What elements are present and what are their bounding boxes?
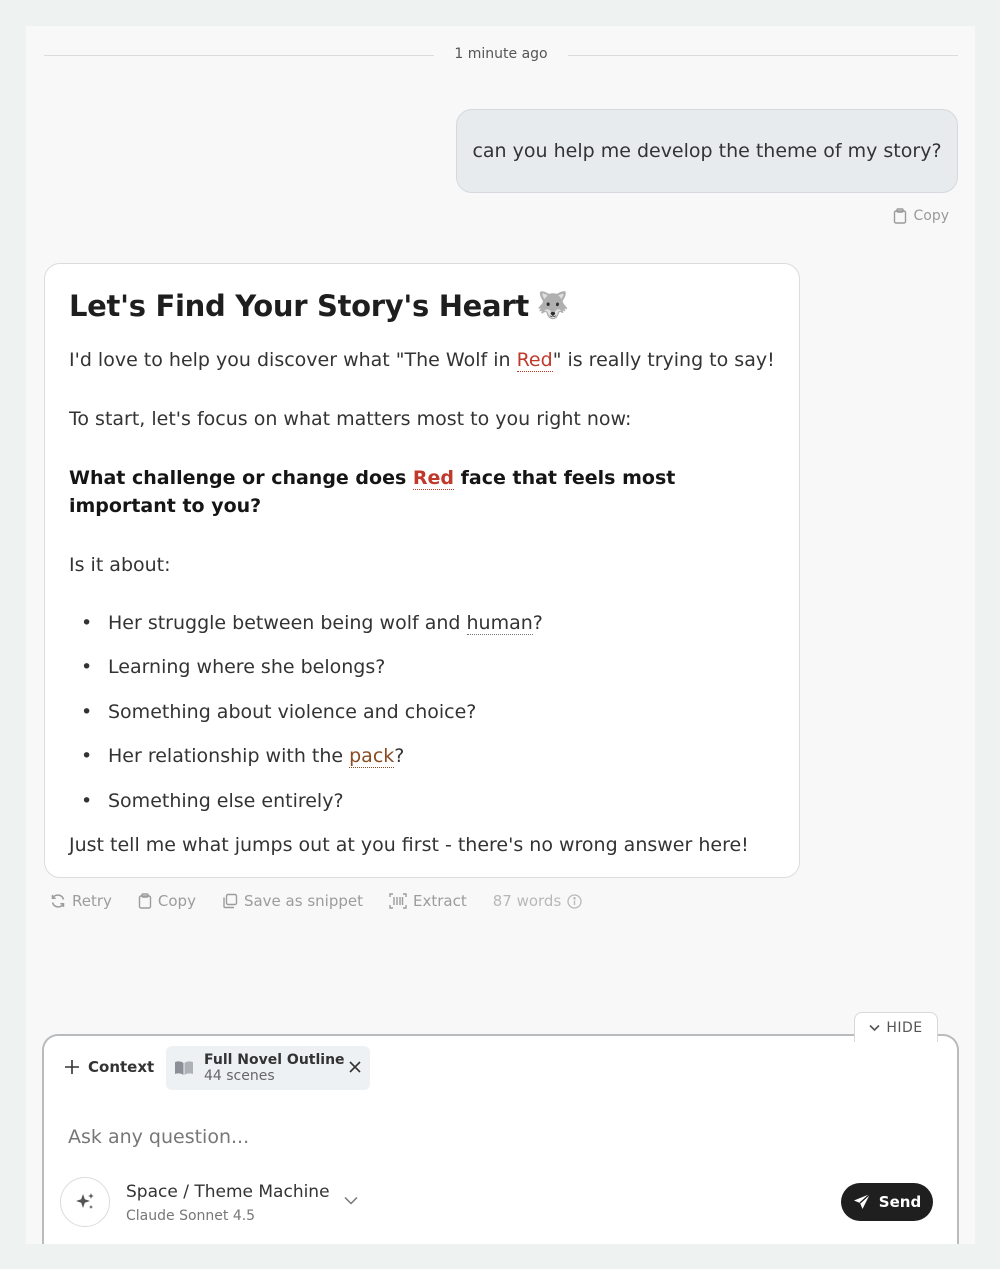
- chevron-down-icon: [869, 1024, 880, 1032]
- copy-icon: [893, 208, 907, 224]
- copy-button[interactable]: [138, 892, 196, 910]
- list-item-text: Her struggle between being wolf and: [108, 612, 467, 634]
- retry-label: Retry: [72, 892, 112, 910]
- entity-link-red[interactable]: Red: [412, 467, 455, 489]
- list-item: [69, 609, 775, 637]
- timestamp-divider: [44, 44, 958, 66]
- heading-text: Let's Find Your Story's Heart: [69, 289, 529, 323]
- add-context-button[interactable]: [64, 1058, 154, 1076]
- list-item-text: ?: [532, 612, 543, 634]
- retry-button[interactable]: [50, 892, 112, 910]
- focus-paragraph: To start, let's focus on what matters most to you right now:: [69, 408, 632, 430]
- hide-label: HIDE: [886, 1019, 923, 1036]
- word-count-label: 87 words: [492, 892, 562, 910]
- list-item: [69, 698, 775, 726]
- list-item: [69, 787, 775, 815]
- hide-context-button[interactable]: [854, 1012, 938, 1042]
- extract-icon: [389, 893, 407, 909]
- options-list: [69, 609, 775, 815]
- entity-link-human[interactable]: human: [466, 612, 533, 634]
- divider-line-left: [44, 55, 434, 56]
- model-label: Claude Sonnet 4.5: [126, 1208, 256, 1224]
- list-item: [69, 742, 775, 770]
- close-icon[interactable]: [348, 1060, 362, 1074]
- extract-button[interactable]: [389, 892, 467, 910]
- list-item: [69, 653, 775, 681]
- space-selector[interactable]: Space / Theme Machine: [126, 1182, 330, 1202]
- sparkle-icon: [74, 1191, 96, 1213]
- plus-icon: [64, 1059, 80, 1075]
- entity-link-red[interactable]: Red: [516, 349, 553, 371]
- wolf-emoji: 🐺: [536, 291, 569, 321]
- copy-label: Copy: [157, 892, 196, 910]
- question-input[interactable]: [68, 1126, 768, 1148]
- context-label: Context: [88, 1058, 155, 1076]
- entity-link-pack[interactable]: pack: [349, 745, 395, 768]
- book-icon: [174, 1060, 194, 1076]
- intro-text-1: I'd love to help you discover what "The Wolf in: [69, 349, 517, 371]
- message-actions-bar: [50, 892, 582, 910]
- user-message-bubble: [456, 109, 958, 193]
- list-item-text: ?: [394, 745, 405, 768]
- word-count: [493, 892, 583, 910]
- extract-label: Extract: [412, 892, 467, 910]
- user-copy-button[interactable]: [893, 208, 949, 224]
- chip-subtitle: 44 scenes: [204, 1068, 275, 1084]
- question-paragraph: [69, 464, 775, 520]
- context-chip[interactable]: [166, 1046, 370, 1090]
- divider-line-right: [568, 55, 958, 56]
- send-label: Send: [878, 1193, 922, 1211]
- save-snippet-label: Save as snippet: [243, 892, 363, 910]
- user-message-text: can you help me develop the theme of my story?: [472, 140, 942, 162]
- user-copy-label: Copy: [913, 208, 949, 224]
- list-item-text: Something about violence and choice?: [108, 700, 477, 723]
- send-icon: [853, 1193, 871, 1211]
- chip-title: Full Novel Outline: [204, 1052, 345, 1068]
- chat-panel: [26, 26, 975, 1244]
- list-item-text: Something else entirely?: [108, 789, 344, 812]
- save-snippet-icon: [222, 893, 238, 909]
- closing-paragraph: Just tell me what jumps out at you first - there's no wrong answer here!: [69, 833, 749, 856]
- retry-icon: [50, 893, 66, 909]
- model-avatar[interactable]: [60, 1177, 110, 1227]
- list-item-text: Her relationship with the: [108, 745, 350, 768]
- intro-paragraph: [69, 346, 775, 374]
- chip-text: [204, 1052, 345, 1084]
- list-item-text: Learning where she belongs?: [108, 656, 386, 679]
- save-snippet-button[interactable]: [222, 892, 363, 910]
- timestamp: 1 minute ago: [454, 46, 548, 62]
- assistant-message-card: [44, 263, 800, 878]
- chevron-down-icon[interactable]: [344, 1196, 358, 1205]
- question-text-1: What challenge or change does: [69, 467, 413, 489]
- info-icon[interactable]: [567, 894, 582, 909]
- copy-icon: [138, 893, 152, 909]
- is-it-about-paragraph: Is it about:: [69, 554, 171, 576]
- question-text-2: face that feels most important to you?: [69, 467, 676, 517]
- send-button[interactable]: [841, 1183, 933, 1221]
- composer: [42, 1034, 959, 1244]
- assistant-heading: [69, 286, 775, 326]
- intro-text-2: " is really trying to say!: [552, 349, 775, 371]
